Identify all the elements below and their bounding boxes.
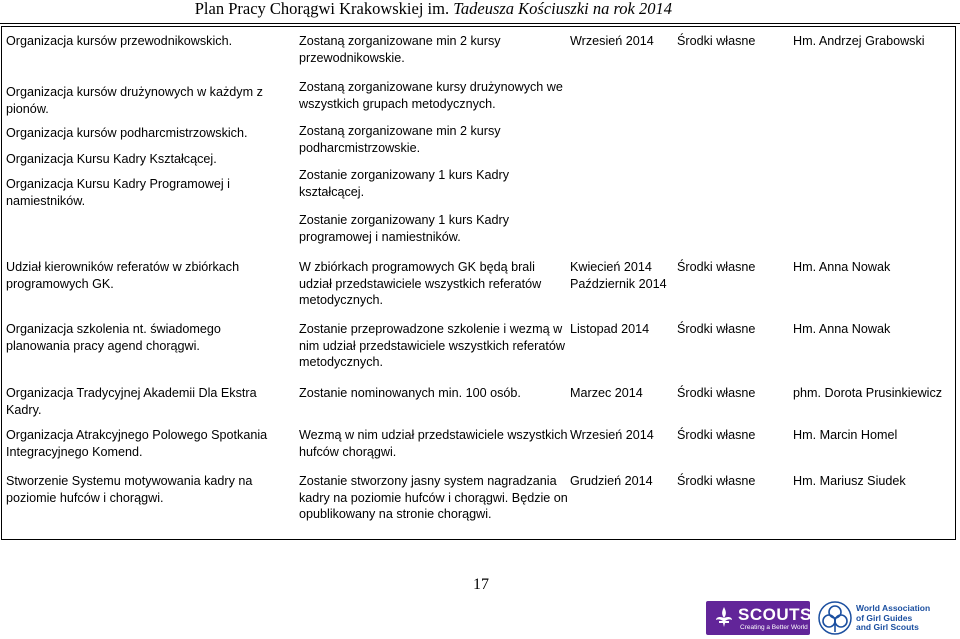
trefoil-icon (818, 601, 852, 635)
row-4-funding: Środki własne (677, 322, 756, 336)
row-5-outcome: Zostanie nominowanych min. 100 osób. (299, 386, 521, 400)
row-7-funding: Środki własne (677, 474, 756, 488)
row-4-responsible: Hm. Anna Nowak (793, 322, 891, 336)
row-6-task: Organizacja Atrakcyjnego Polowego Spotkania Integracyjnego Komend. (6, 428, 268, 459)
wagggs-logo (818, 601, 931, 635)
row-1-responsible: Hm. Andrzej Grabowski (793, 34, 925, 48)
row-1-outcome-line: Zostaną zorganizowane min 2 kursy przewodnikowskie. (299, 34, 501, 65)
row-3-outcome: W zbiórkach programowych GK będą brali udział przedstawiciele wszystkich referatów metodycznych. (299, 260, 542, 307)
wagggs-logo-text (856, 604, 930, 633)
row-5-responsible: phm. Dorota Prusinkiewicz (793, 386, 943, 400)
row-5-task: Organizacja Tradycyjnej Akademii Dla Ekstra Kadry. (6, 386, 257, 417)
row-5-funding: Środki własne (677, 386, 756, 400)
header-title-plain: Plan Pracy Chorągwi Krakowskiej im. (194, 0, 454, 18)
row-7-date: Grudzień 2014 (570, 474, 653, 488)
row-2-outcome-d: Zostanie zorganizowany 1 kurs Kadry programowej i namiestników. (299, 213, 509, 244)
row-1-funding: Środki własne (677, 34, 756, 48)
row-6-outcome: Wezmą w nim udział przedstawiciele wszystkich hufców chorągwi. (299, 428, 568, 459)
scouts-logo (706, 601, 810, 635)
row-4-date: Listopad 2014 (570, 322, 650, 336)
row-4-outcome: Zostanie przeprowadzone szkolenie i wezmą w nim udział przedstawiciele wszystkich referatów metodycznych. (299, 322, 565, 369)
row-6-date: Wrzesień 2014 (570, 428, 654, 442)
row-3-task: Udział kierowników referatów w zbiórkach programowych GK. (6, 260, 240, 291)
page-number: 17 (473, 576, 489, 593)
row-1-outcome (299, 33, 569, 66)
row-2-task-a: Organizacja kursów drużynowych w każdym z pionów. (6, 85, 263, 116)
wagggs-line-3: and Girl Scouts (856, 622, 919, 632)
row-7-task: Stworzenie Systemu motywowania kadry na poziomie hufców i chorągwi. (6, 474, 253, 505)
row-6-responsible: Hm. Marcin Homel (793, 428, 898, 442)
row-2-outcome-b: Zostaną zorganizowane min 2 kursy podharcmistrzowskie. (299, 124, 501, 155)
header-divider (0, 23, 960, 24)
row-6-funding: Środki własne (677, 428, 756, 442)
row-5-date: Marzec 2014 (570, 386, 643, 400)
row-2-outcome-a: Zostaną zorganizowane kursy drużynowych we wszystkich grupach metodycznych. (299, 80, 563, 111)
row-3-responsible: Hm. Anna Nowak (793, 260, 891, 274)
row-2-outcome-c: Zostanie zorganizowany 1 kurs Kadry kształcącej. (299, 168, 509, 199)
footer-logos (706, 601, 931, 635)
row-3-funding: Środki własne (677, 260, 756, 274)
scouts-logo-subtext: Creating a Better World (740, 624, 808, 631)
row-4-task: Organizacja szkolenia nt. świadomego planowania pracy agend chorągwi. (6, 322, 221, 353)
page-header-title (195, 0, 672, 19)
row-1-task-line: Organizacja kursów przewodnikowskich. (6, 34, 233, 48)
wagggs-line-2: of Girl Guides (856, 612, 913, 623)
row-7-responsible: Hm. Mariusz Siudek (793, 474, 906, 488)
row-3-date: Kwiecień 2014 Październik 2014 (570, 260, 667, 291)
fleur-de-lis-icon (713, 606, 735, 628)
row-2-task-d: Organizacja Kursu Kadry Programowej i namiestników. (6, 177, 230, 208)
header-title-italic: Tadeusza Kościuszki na rok 2014 (453, 0, 672, 18)
row-1-date: Wrzesień 2014 (570, 34, 654, 48)
row-7-outcome: Zostanie stworzony jasny system nagradzania kadry na poziomie hufców i chorągwi. Będzie on opublikowany na stronie chorągwi. (299, 474, 568, 521)
wagggs-line-1: World Association (856, 603, 931, 613)
scouts-logo-word: SCOUTS (738, 605, 812, 624)
row-2-task-c: Organizacja Kursu Kadry Kształcącej. (6, 152, 217, 166)
row-2-task-b: Organizacja kursów podharcmistrzowskich. (6, 126, 248, 140)
row-1-task (6, 33, 268, 50)
